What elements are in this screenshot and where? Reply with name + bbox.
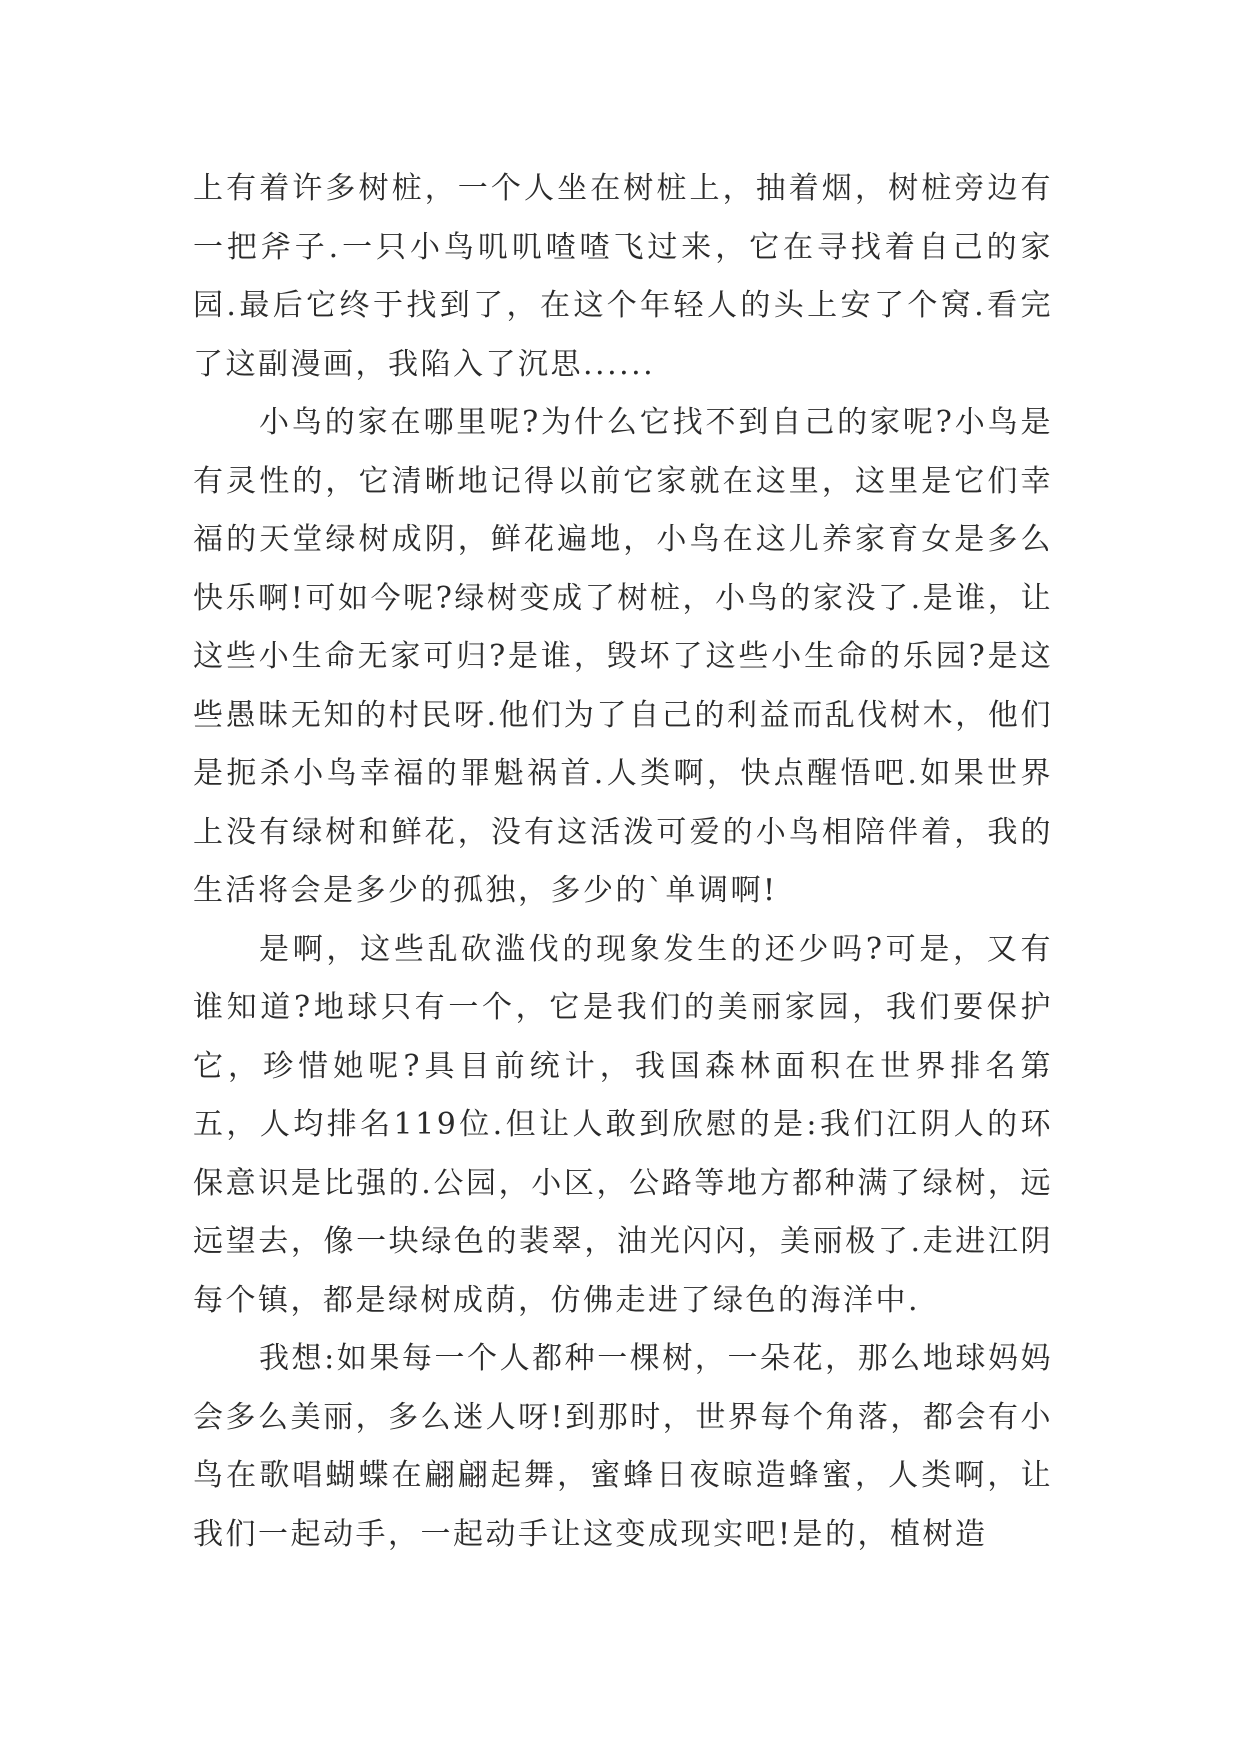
paragraph-2: 小鸟的家在哪里呢?为什么它找不到自己的家呢?小鸟是有灵性的，它清晰地记得以前它家就在这里，这里是它们幸福的天堂绿树成阴，鲜花遍地，小鸟在这儿养家育女是多么快乐啊!可如今呢?绿树变成了树桩，小鸟的家没了.是谁，让这些小生命无家可归?是谁，毁坏了这些小生命的乐园?是这些愚昧无知的村民呀.他们为了自己的利益而乱伐树木，他们是扼杀小鸟幸福的罪魁祸首.人类啊，快点醒悟吧.如果世界上没有绿树和鲜花，没有这活泼可爱的小鸟相陪伴着，我的生活将会是多少的孤独，多少的`单调啊! xyxy=(193,405,1053,908)
paragraph-4: 我想:如果每一个人都种一棵树，一朵花，那么地球妈妈会多么美丽，多么迷人呀!到那时，世界每个角落，都会有小鸟在歌唱蝴蝶在翩翩起舞，蜜蜂日夜晾造蜂蜜，人类啊，让我们一起动手，一起动手让这变成现实吧!是的，植树造 xyxy=(193,1341,1053,1552)
paragraph-1: 上有着许多树桩，一个人坐在树桩上，抽着烟，树桩旁边有一把斧子.一只小鸟叽叽喳喳飞过来，它在寻找着自己的家园.最后它终于找到了，在这个年轻人的头上安了个窝.看完了这副漫画，我陷入了沉思...... xyxy=(193,171,1053,382)
document-body xyxy=(193,160,1053,1564)
paragraph-3: 是啊，这些乱砍滥伐的现象发生的还少吗?可是，又有谁知道?地球只有一个，它是我们的美丽家园，我们要保护它，珍惜她呢?具目前统计，我国森林面积在世界排名第五，人均排名119位.但让人敢到欣慰的是:我们江阴人的环保意识是比强的.公园，小区，公路等地方都种满了绿树，远远望去，像一块绿色的裴翠，油光闪闪，美丽极了.走进江阴每个镇，都是绿树成荫，仿佛走进了绿色的海洋中. xyxy=(193,931,1053,1318)
